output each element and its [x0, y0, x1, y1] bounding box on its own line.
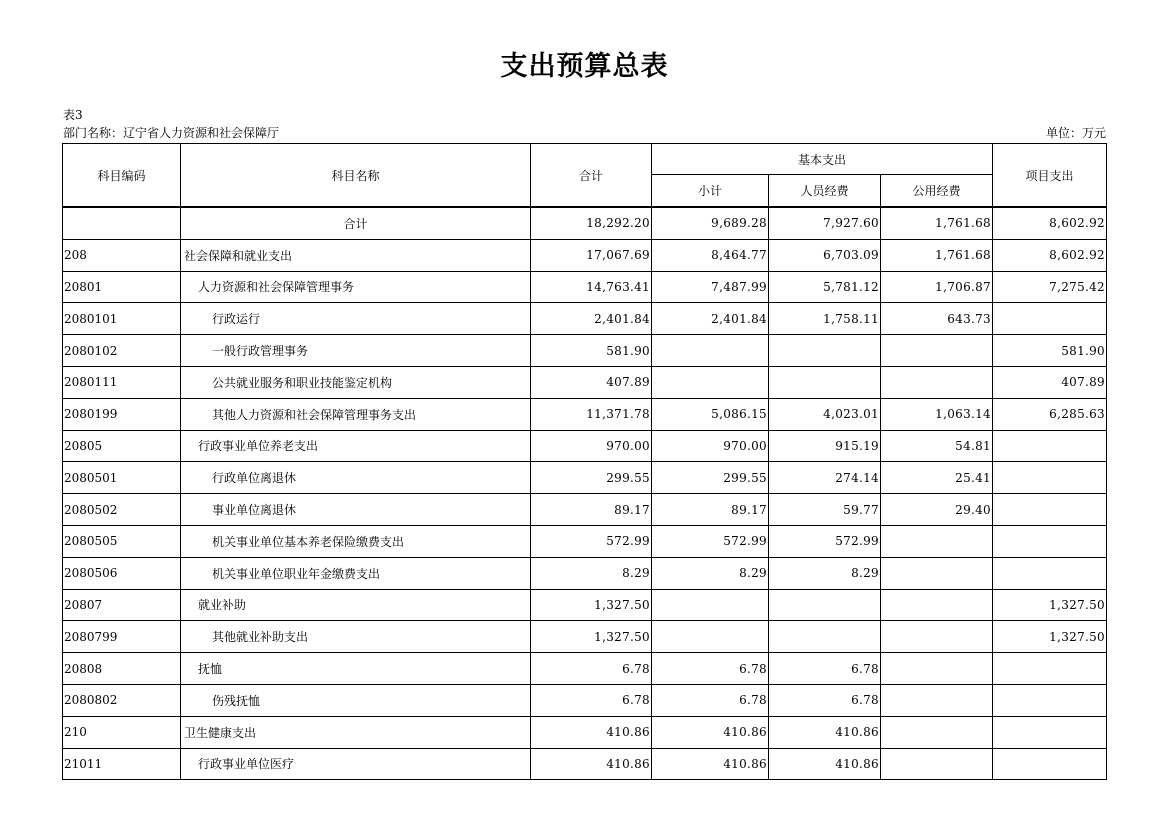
page-title: 支出预算总表	[500, 51, 669, 82]
cell-name: 其他人力资源和社会保障管理事务支出	[181, 398, 531, 430]
cell-subtotal: 9,689.28	[652, 207, 769, 239]
cell-public	[881, 653, 993, 685]
cell-subtotal: 6.78	[652, 653, 769, 685]
cell-name: 机关事业单位职业年金缴费支出	[181, 557, 531, 589]
cell-subtotal	[652, 621, 769, 653]
cell-total: 89.17	[531, 494, 652, 526]
cell-public	[881, 335, 993, 367]
table-row	[63, 684, 1107, 716]
cell-project	[993, 716, 1107, 748]
cell-total: 581.90	[531, 335, 652, 367]
table-row	[63, 366, 1107, 398]
cell-code: 21011	[63, 748, 181, 780]
cell-project	[993, 748, 1107, 780]
cell-project: 8,602.92	[993, 207, 1107, 239]
cell-name: 行政事业单位养老支出	[181, 430, 531, 462]
cell-code	[63, 207, 181, 239]
cell-personnel	[769, 621, 881, 653]
cell-name: 社会保障和就业支出	[181, 239, 531, 271]
cell-code: 2080502	[63, 494, 181, 526]
cell-total: 410.86	[531, 716, 652, 748]
table-row	[63, 271, 1107, 303]
cell-subtotal: 89.17	[652, 494, 769, 526]
cell-subtotal	[652, 335, 769, 367]
cell-total: 407.89	[531, 366, 652, 398]
cell-name: 行政运行	[181, 303, 531, 335]
cell-personnel: 7,927.60	[769, 207, 881, 239]
table-row	[63, 207, 1107, 239]
cell-total: 2,401.84	[531, 303, 652, 335]
cell-project	[993, 462, 1107, 494]
cell-total: 572.99	[531, 525, 652, 557]
cell-personnel: 8.29	[769, 557, 881, 589]
cell-subtotal: 6.78	[652, 684, 769, 716]
cell-project	[993, 430, 1107, 462]
header-public: 公用经费	[881, 175, 993, 208]
table-row	[63, 621, 1107, 653]
cell-total: 970.00	[531, 430, 652, 462]
cell-name: 卫生健康支出	[181, 716, 531, 748]
cell-total: 1,327.50	[531, 621, 652, 653]
cell-code: 2080506	[63, 557, 181, 589]
cell-project: 1,327.50	[993, 589, 1107, 621]
cell-code: 20805	[63, 430, 181, 462]
table-row	[63, 525, 1107, 557]
cell-name: 人力资源和社会保障管理事务	[181, 271, 531, 303]
header-project: 项目支出	[993, 144, 1107, 208]
cell-public	[881, 525, 993, 557]
cell-public	[881, 621, 993, 653]
cell-code: 2080102	[63, 335, 181, 367]
table-row	[63, 430, 1107, 462]
cell-project	[993, 653, 1107, 685]
table-row	[63, 716, 1107, 748]
table-number: 表3	[63, 108, 83, 122]
cell-total: 410.86	[531, 748, 652, 780]
cell-name: 事业单位离退休	[181, 494, 531, 526]
cell-project	[993, 557, 1107, 589]
table-row	[63, 494, 1107, 526]
header-subtotal: 小计	[652, 175, 769, 208]
unit-label: 单位：万元	[1045, 126, 1106, 140]
cell-total: 8.29	[531, 557, 652, 589]
cell-public: 29.40	[881, 494, 993, 526]
cell-name: 伤残抚恤	[181, 684, 531, 716]
cell-project: 407.89	[993, 366, 1107, 398]
cell-total: 14,763.41	[531, 271, 652, 303]
cell-public	[881, 748, 993, 780]
cell-personnel: 410.86	[769, 716, 881, 748]
cell-subtotal: 572.99	[652, 525, 769, 557]
cell-total: 6.78	[531, 653, 652, 685]
cell-code: 2080111	[63, 366, 181, 398]
header-basic: 基本支出	[652, 144, 993, 175]
cell-public: 54.81	[881, 430, 993, 462]
cell-code: 208	[63, 239, 181, 271]
cell-subtotal: 970.00	[652, 430, 769, 462]
cell-name: 抚恤	[181, 653, 531, 685]
cell-code: 2080799	[63, 621, 181, 653]
cell-public	[881, 557, 993, 589]
cell-subtotal	[652, 589, 769, 621]
cell-code: 2080101	[63, 303, 181, 335]
cell-subtotal: 299.55	[652, 462, 769, 494]
budget-table	[62, 143, 1107, 780]
table-body	[63, 207, 1107, 780]
cell-personnel: 6.78	[769, 684, 881, 716]
table-row	[63, 335, 1107, 367]
cell-total: 17,067.69	[531, 239, 652, 271]
cell-code: 20807	[63, 589, 181, 621]
cell-public: 25.41	[881, 462, 993, 494]
cell-project: 1,327.50	[993, 621, 1107, 653]
cell-public	[881, 589, 993, 621]
cell-code: 2080199	[63, 398, 181, 430]
department-name: 部门名称：辽宁省人力资源和社会保障厅	[63, 126, 280, 140]
cell-project: 7,275.42	[993, 271, 1107, 303]
cell-code: 20808	[63, 653, 181, 685]
cell-subtotal: 5,086.15	[652, 398, 769, 430]
header-name: 科目名称	[181, 144, 531, 208]
cell-personnel: 410.86	[769, 748, 881, 780]
cell-total: 18,292.20	[531, 207, 652, 239]
cell-personnel: 572.99	[769, 525, 881, 557]
cell-personnel	[769, 366, 881, 398]
cell-name: 机关事业单位基本养老保险缴费支出	[181, 525, 531, 557]
cell-public	[881, 716, 993, 748]
cell-name: 行政单位离退休	[181, 462, 531, 494]
cell-public: 643.73	[881, 303, 993, 335]
cell-project	[993, 494, 1107, 526]
cell-total: 11,371.78	[531, 398, 652, 430]
table-row	[63, 557, 1107, 589]
cell-code: 20801	[63, 271, 181, 303]
cell-project	[993, 303, 1107, 335]
cell-project: 581.90	[993, 335, 1107, 367]
cell-name: 行政事业单位医疗	[181, 748, 531, 780]
table-row	[63, 398, 1107, 430]
cell-public: 1,761.68	[881, 239, 993, 271]
table-row	[63, 303, 1107, 335]
cell-subtotal: 8,464.77	[652, 239, 769, 271]
cell-subtotal	[652, 366, 769, 398]
cell-name: 其他就业补助支出	[181, 621, 531, 653]
cell-personnel: 274.14	[769, 462, 881, 494]
cell-public	[881, 366, 993, 398]
cell-name: 就业补助	[181, 589, 531, 621]
cell-code: 2080501	[63, 462, 181, 494]
cell-total: 1,327.50	[531, 589, 652, 621]
cell-subtotal: 410.86	[652, 748, 769, 780]
table-row	[63, 653, 1107, 685]
cell-total: 6.78	[531, 684, 652, 716]
cell-subtotal: 7,487.99	[652, 271, 769, 303]
cell-personnel: 6.78	[769, 653, 881, 685]
table-row	[63, 462, 1107, 494]
cell-code: 2080802	[63, 684, 181, 716]
cell-personnel	[769, 589, 881, 621]
cell-public: 1,761.68	[881, 207, 993, 239]
cell-subtotal: 2,401.84	[652, 303, 769, 335]
cell-personnel: 59.77	[769, 494, 881, 526]
cell-project: 8,602.92	[993, 239, 1107, 271]
cell-code: 2080505	[63, 525, 181, 557]
cell-total: 299.55	[531, 462, 652, 494]
cell-subtotal: 410.86	[652, 716, 769, 748]
cell-code: 210	[63, 716, 181, 748]
cell-project	[993, 525, 1107, 557]
cell-personnel	[769, 335, 881, 367]
header-code: 科目编码	[63, 144, 181, 208]
table-row	[63, 589, 1107, 621]
cell-personnel: 915.19	[769, 430, 881, 462]
cell-name: 公共就业服务和职业技能鉴定机构	[181, 366, 531, 398]
cell-public: 1,063.14	[881, 398, 993, 430]
cell-personnel: 1,758.11	[769, 303, 881, 335]
cell-name: 一般行政管理事务	[181, 335, 531, 367]
cell-subtotal: 8.29	[652, 557, 769, 589]
cell-personnel: 5,781.12	[769, 271, 881, 303]
cell-public: 1,706.87	[881, 271, 993, 303]
table-row	[63, 239, 1107, 271]
table-row	[63, 748, 1107, 780]
cell-project: 6,285.63	[993, 398, 1107, 430]
header-personnel: 人员经费	[769, 175, 881, 208]
header-total: 合计	[531, 144, 652, 208]
cell-project	[993, 684, 1107, 716]
cell-personnel: 6,703.09	[769, 239, 881, 271]
cell-public	[881, 684, 993, 716]
cell-personnel: 4,023.01	[769, 398, 881, 430]
cell-name: 合计	[181, 207, 531, 239]
